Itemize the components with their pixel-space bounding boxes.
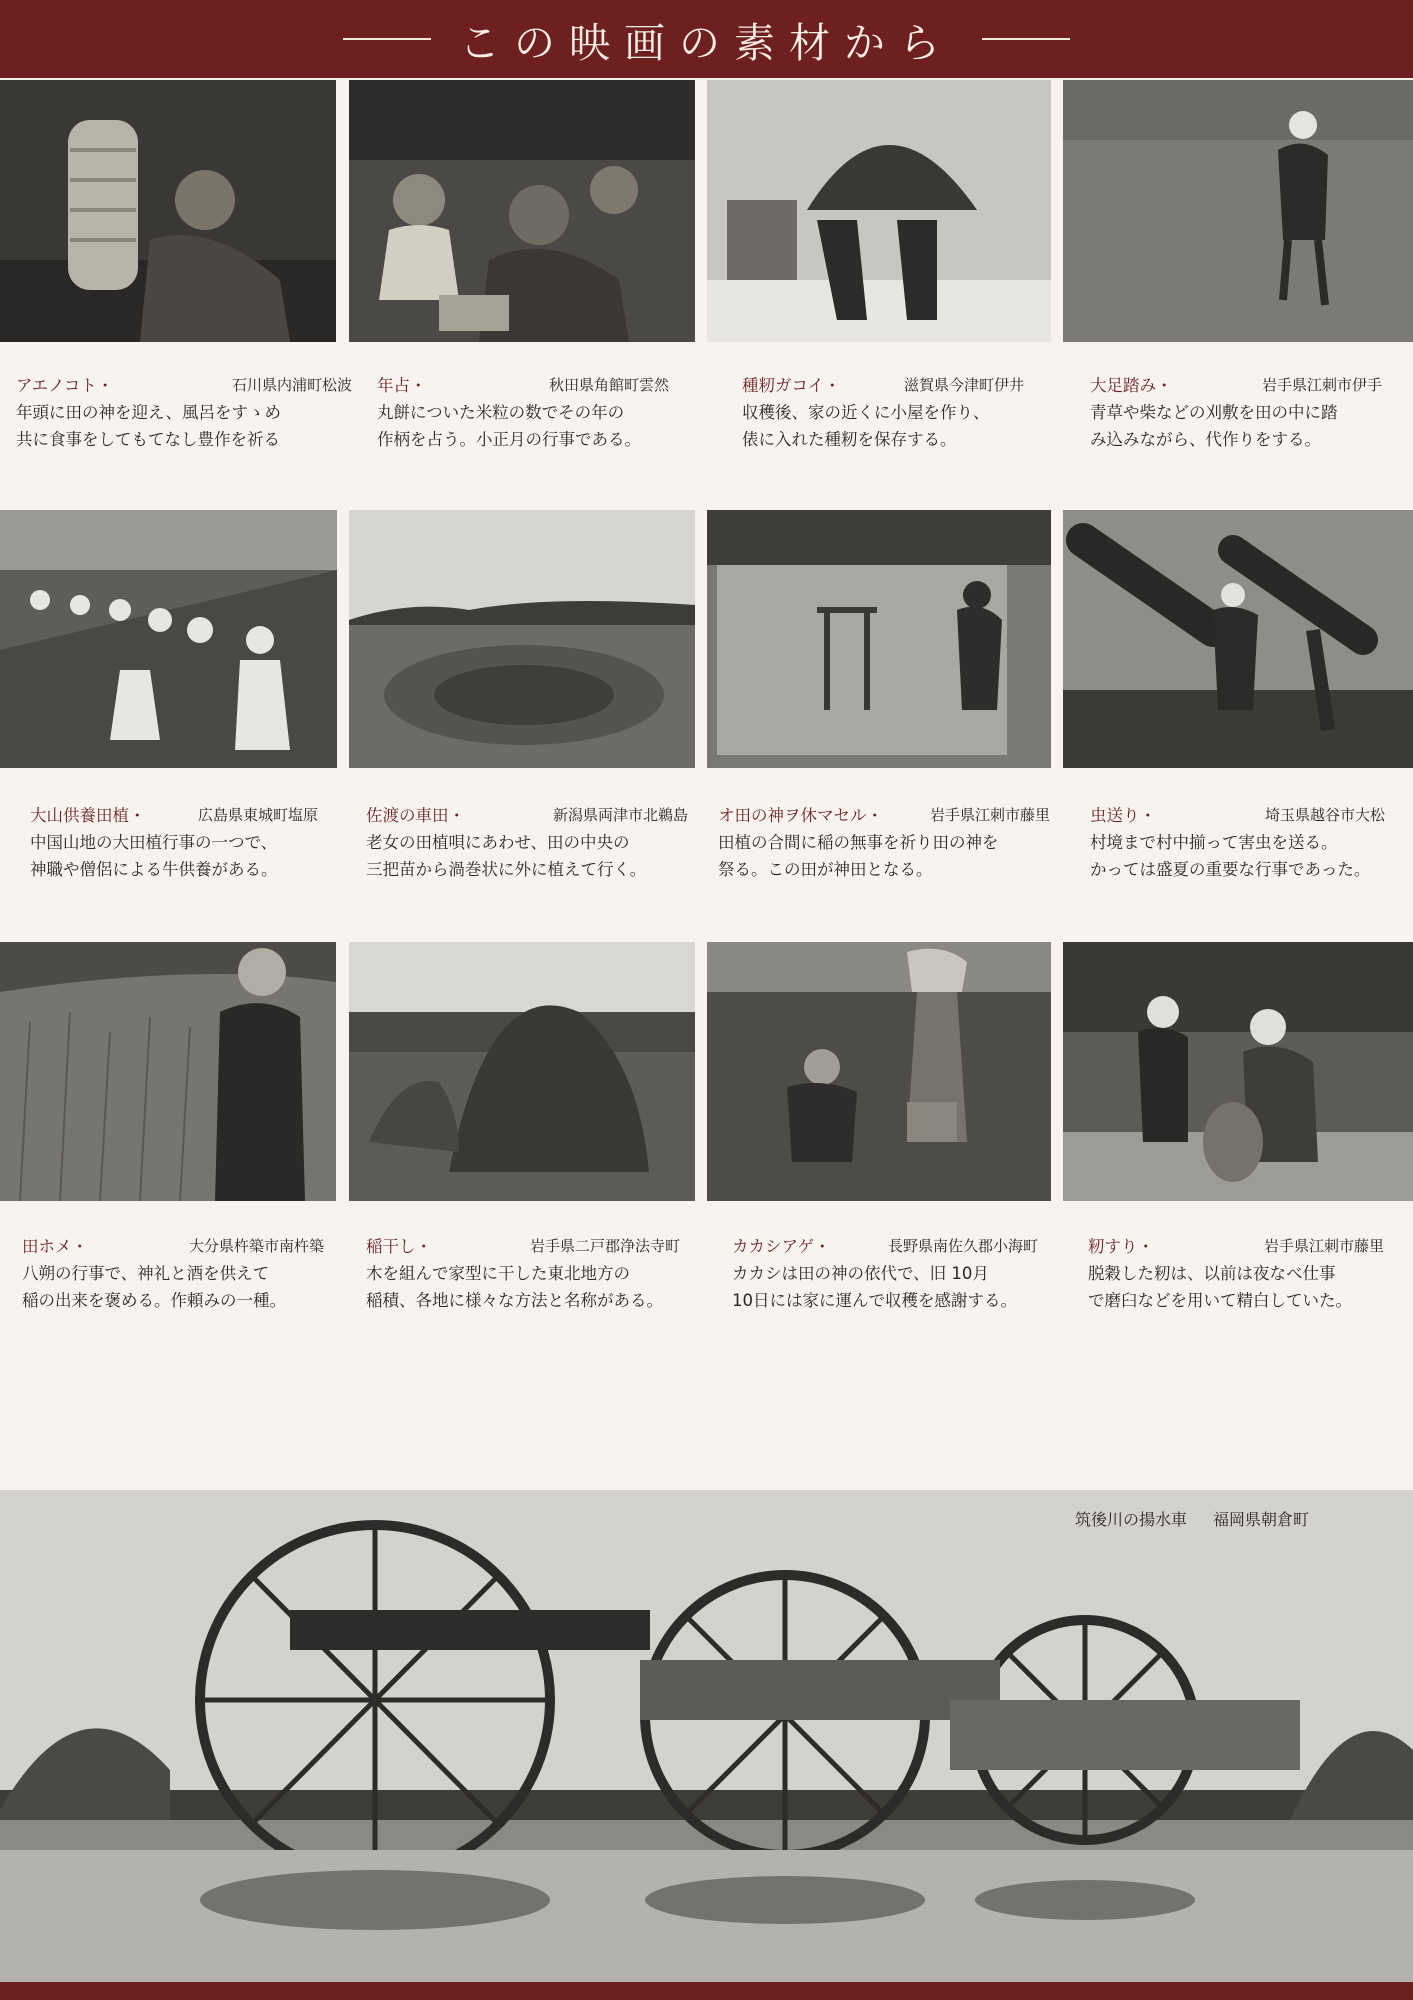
- item-description-line: 青草や柴などの刈敷を田の中に踏: [1090, 403, 1338, 422]
- photo-ota-no-kami: [707, 510, 1051, 768]
- item-place: 岩手県二戸郡浄法寺町: [529, 1237, 680, 1255]
- item-place: 大分県杵築市南杵築: [188, 1237, 324, 1255]
- item-description-line: 三把苗から渦巻状に外に植えて行く。: [366, 860, 647, 879]
- item-name: 稲干し・: [366, 1237, 432, 1256]
- photo-kakashi-age: [707, 942, 1051, 1201]
- item-place: 岩手県江刺市藤里: [1263, 1237, 1384, 1255]
- item-place: 滋賀県今津町伊井: [903, 376, 1024, 394]
- photo-toshiura: [349, 80, 695, 342]
- rice-hulling-icon: [1063, 942, 1413, 1201]
- item-description-line: 稲積、各地に様々な方法と名称がある。: [366, 1291, 663, 1310]
- rice-stack-icon: [349, 942, 695, 1201]
- caption-taneko-gakoi: [742, 372, 1024, 453]
- item-description-line: 10日には家に運んで収穫を感謝する。: [732, 1291, 1017, 1310]
- item-place: 埼玉県越谷市大松: [1264, 806, 1385, 824]
- item-description-line: 脱穀した籾は、以前は夜なべ仕事: [1088, 1264, 1336, 1283]
- item-place: 長野県南佐久郡小海町: [887, 1237, 1038, 1255]
- item-description-line: 俵に入れた種籾を保存する。: [742, 430, 957, 449]
- caption-kakashi-age: [732, 1233, 1038, 1314]
- item-description-line: 祭る。この田が神田となる。: [718, 860, 933, 879]
- item-description-line: 神職や僧侶による牛供養がある。: [30, 860, 278, 879]
- caption-toshiura: [377, 372, 669, 453]
- footer-banner: [0, 1982, 1413, 2000]
- item-description-line: 村境まで村中揃って害虫を送る。: [1090, 833, 1338, 852]
- item-name: 田ホメ・: [22, 1237, 88, 1256]
- item-name: 大足踏み・: [1090, 376, 1173, 395]
- item-description-line: 田植の合間に稲の無事を祈り田の神を: [718, 833, 999, 852]
- item-description-line: 中国山地の大田植行事の一つで、: [30, 833, 278, 852]
- item-name: 大山供養田植・: [30, 806, 146, 825]
- item-name: 佐渡の車田・: [366, 806, 465, 825]
- photo-sado-kuruma-da: [349, 510, 695, 768]
- man-in-rice-field-icon: [0, 942, 336, 1201]
- waterwheel-title: 筑後川の揚水車: [1075, 1510, 1188, 1529]
- straw-hut-icon: [707, 80, 1051, 342]
- caption-ta-home: [22, 1233, 324, 1314]
- caption-oashi-fumi: [1090, 372, 1382, 453]
- item-description-line: 老女の田植唄にあわせ、田の中央の: [366, 833, 630, 852]
- photo-ina-boshi: [349, 942, 695, 1201]
- item-description-line: み込みながら、代作りをする。: [1090, 430, 1321, 449]
- item-description-line: 作柄を占う。小正月の行事である。: [377, 430, 641, 449]
- item-description-line: 共に食事をしてもてなし豊作を祈る: [16, 430, 280, 449]
- photo-taneko-gakoi: [707, 80, 1051, 342]
- item-place: 新潟県両津市北鵜島: [552, 806, 688, 824]
- item-description-line: 収穫後、家の近くに小屋を作り、: [742, 403, 990, 422]
- caption-oyama-kuyo-taue: [30, 802, 318, 883]
- item-place: 広島県東城町塩原: [197, 806, 318, 824]
- waterwheels-icon: [0, 1490, 1413, 1982]
- scarecrow-icon: [707, 942, 1051, 1201]
- item-name: 籾すり・: [1088, 1237, 1154, 1256]
- item-name: 種籾ガコイ・: [742, 376, 841, 395]
- title-rule-left: [343, 38, 431, 40]
- waterwheel-place: 福岡県朝倉町: [1213, 1510, 1310, 1529]
- photo-oyama-kuyo-taue: [0, 510, 337, 768]
- item-description-line: 丸餅についた米粒の数でその年の: [377, 403, 625, 422]
- item-description-line: かっては盛夏の重要な行事であった。: [1090, 860, 1371, 879]
- item-description-line: カカシは田の神の依代で、旧 10月: [732, 1264, 989, 1283]
- title-rule-right: [982, 38, 1070, 40]
- waterwheel-caption: [1075, 1507, 1309, 1530]
- caption-aenokoto: [16, 372, 352, 453]
- item-place: 岩手県江刺市伊手: [1261, 376, 1382, 394]
- item-description-line: 年頭に田の神を迎え、風呂をすゝめ: [16, 403, 281, 422]
- photo-oashi-fumi: [1063, 80, 1413, 342]
- item-place: 岩手県江刺市藤里: [929, 806, 1050, 824]
- caption-mushi-okuri: [1090, 802, 1385, 883]
- item-description-line: 八朔の行事で、神礼と酒を供えて: [22, 1264, 270, 1283]
- photo-ta-home: [0, 942, 336, 1201]
- item-name: アエノコト・: [16, 376, 114, 395]
- caption-momi-suri: [1088, 1233, 1384, 1314]
- paddy-shrine-icon: [707, 510, 1051, 768]
- caption-ota-no-kami: [718, 802, 1050, 883]
- circular-paddy-icon: [349, 510, 695, 768]
- item-description-line: 稲の出来を褒める。作頼みの一種。: [22, 1291, 286, 1310]
- item-place: 石川県内浦町松波: [231, 376, 352, 394]
- item-name: カカシアゲ・: [732, 1237, 831, 1256]
- caption-ina-boshi: [366, 1233, 680, 1314]
- photo-waterwheels: [0, 1490, 1413, 1982]
- field-treading-icon: [1063, 80, 1413, 342]
- item-description-line: 木を組んで家型に干した東北地方の: [366, 1264, 630, 1283]
- caption-sado-kuruma-da: [366, 802, 688, 883]
- item-place: 秋田県角館町雲然: [548, 376, 669, 394]
- photo-aenokoto: [0, 80, 336, 342]
- rice-planting-procession-icon: [0, 510, 337, 768]
- photo-momi-suri: [1063, 942, 1413, 1201]
- item-description-line: で磨臼などを用いて精白していた。: [1088, 1291, 1352, 1310]
- torch-procession-icon: [1063, 510, 1413, 768]
- header-banner: [0, 0, 1413, 78]
- page-title: この映画の素材から: [459, 18, 954, 67]
- item-name: 年占・: [377, 376, 427, 395]
- photo-mushi-okuri: [1063, 510, 1413, 768]
- fortune-telling-ritual-icon: [349, 80, 695, 342]
- farmer-with-straw-bale-icon: [0, 80, 336, 342]
- item-name: オ田の神ヲ休マセル・: [718, 806, 883, 825]
- item-name: 虫送り・: [1090, 806, 1156, 825]
